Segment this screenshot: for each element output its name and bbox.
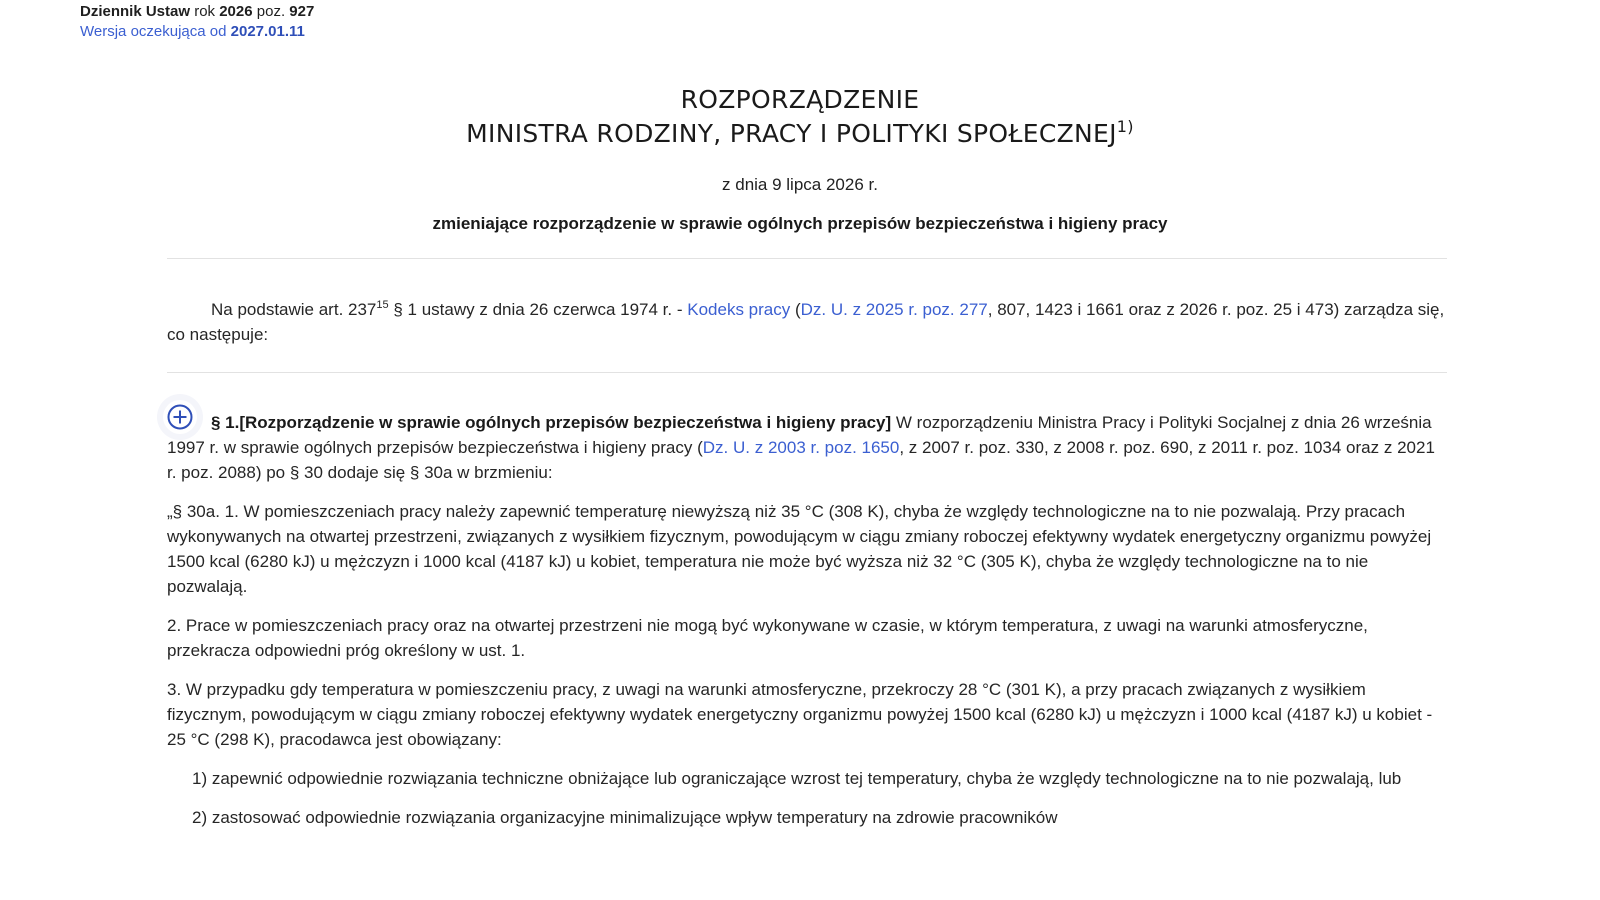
document-header bbox=[0, 84, 1600, 235]
section-1-text-a: W rozporządzeniu Ministra Pracy i Polityki Socjalnej z dnia 26 września 1997 r. w sprawie ogólnych przepisów bezpieczeństwa i higieny pracy ( bbox=[167, 413, 1432, 457]
basis-text-b: § 1 ustawy z dnia 26 czerwca 1974 r. - bbox=[388, 300, 688, 319]
position-label: poz. bbox=[256, 3, 286, 20]
version-info bbox=[80, 22, 314, 42]
section-1 bbox=[167, 410, 1447, 830]
basis-text-c: ( bbox=[790, 300, 801, 319]
section-1-heading: § 1.[Rozporządzenie w sprawie ogólnych przepisów bezpieczeństwa i higieny pracy] bbox=[211, 413, 892, 432]
issuing-authority-title bbox=[0, 116, 1600, 152]
dz-u-2025-link[interactable]: Dz. U. z 2025 r. poz. 277 bbox=[800, 300, 988, 319]
journal-name: Dziennik Ustaw bbox=[80, 3, 191, 20]
dz-u-2003-link[interactable]: Dz. U. z 2003 r. poz. 1650 bbox=[702, 438, 900, 457]
legal-basis bbox=[167, 297, 1447, 347]
basis-text-d: , 807, 1423 i 1661 oraz z 2026 r. poz. 25 i 473) zarządza się, co następuje: bbox=[167, 300, 1445, 344]
journal-position: 927 bbox=[289, 3, 315, 20]
divider bbox=[167, 372, 1447, 373]
list-item: 2) zastosować odpowiednie rozwiązania organizacyjne minimalizujące wpływ temperatury na zdrowie pracowników bbox=[192, 808, 1058, 827]
version-label: Wersja oczekująca od bbox=[80, 23, 227, 40]
paragraph-30a-2: 2. Prace w pomieszczeniach pracy oraz na otwartej przestrzeni nie mogą być wykonywane w czasie, w którym temperatura, z uwagi na warunki atmosferyczne, przekracza odpowiedni próg określony w ust. 1. bbox=[167, 616, 1368, 660]
list-item: 1) zapewnić odpowiednie rozwiązania techniczne obniżające lub ograniczające wzrost tej temperatury, chyba że względy technologiczne na to nie pozwalają, lub bbox=[192, 769, 1402, 788]
legal-basis-text bbox=[167, 297, 1447, 347]
paragraph-30a-1: „§ 30a. 1. W pomieszczeniach pracy należy zapewnić temperaturę niewyższą niż 35 °C (308 K), chyba że względy technologiczne na to nie pozwalają. Przy pracach wykonywanych na otwartej przestrzeni, związanych z wysiłkiem fizycznym, powodującym w ciągu zmiany roboczej efektywny wydatek energetyczny organizmu powyżej 1500 kcal (6280 kJ) u mężczyzn i 1000 kcal (4187 kJ) u kobiet, temperatura nie może być wyższa niż 32 °C (305 K), chyba że względy technologiczne na to nie pozwalają. bbox=[167, 502, 1432, 596]
version-date: 2027.01.11 bbox=[230, 23, 305, 40]
section-1-text-b: , z 2007 r. poz. 330, z 2008 r. poz. 690, z 2011 r. poz. 1034 oraz z 2021 r. poz. 2088) po § 30 dodaje się § 30a w brzmieniu: bbox=[167, 438, 1435, 482]
article-superscript: 15 bbox=[376, 299, 389, 311]
divider bbox=[167, 258, 1447, 259]
year-label: rok bbox=[194, 3, 216, 20]
journal-reference bbox=[80, 2, 314, 22]
authority-name: MINISTRA RODZINY, PRACY I POLITYKI SPOŁECZNEJ bbox=[466, 119, 1117, 148]
journal-year: 2026 bbox=[219, 3, 253, 20]
document-meta bbox=[80, 2, 314, 42]
footnote-link[interactable]: 1) bbox=[1116, 117, 1134, 136]
kodeks-pracy-link[interactable]: Kodeks pracy bbox=[687, 300, 791, 319]
expand-section-button[interactable] bbox=[163, 400, 197, 434]
paragraph-30a-3: 3. W przypadku gdy temperatura w pomieszczeniu pracy, z uwagi na warunki atmosferyczne, przekroczy 28 °C (301 K), a przy pracach związanych z wysiłkiem fizycznym, powodującym w ciągu zmiany roboczej efektywny wydatek energetyczny organizmu powyżej 1500 kcal (6280 kJ) u mężczyzn i 1000 kcal (4187 kJ) u kobiet - 25 °C (298 K), pracodawca jest obowiązany: bbox=[167, 680, 1433, 749]
document-subject: zmieniające rozporządzenie w sprawie ogólnych przepisów bezpieczeństwa i higieny pracy bbox=[432, 214, 1168, 233]
section-1-intro bbox=[167, 410, 1447, 485]
plus-circle-icon bbox=[166, 403, 194, 431]
basis-text-a: Na podstawie art. 237 bbox=[211, 300, 377, 319]
document-type-title: ROZPORZĄDZENIE bbox=[680, 85, 920, 114]
document-date: z dnia 9 lipca 2026 r. bbox=[722, 175, 878, 194]
